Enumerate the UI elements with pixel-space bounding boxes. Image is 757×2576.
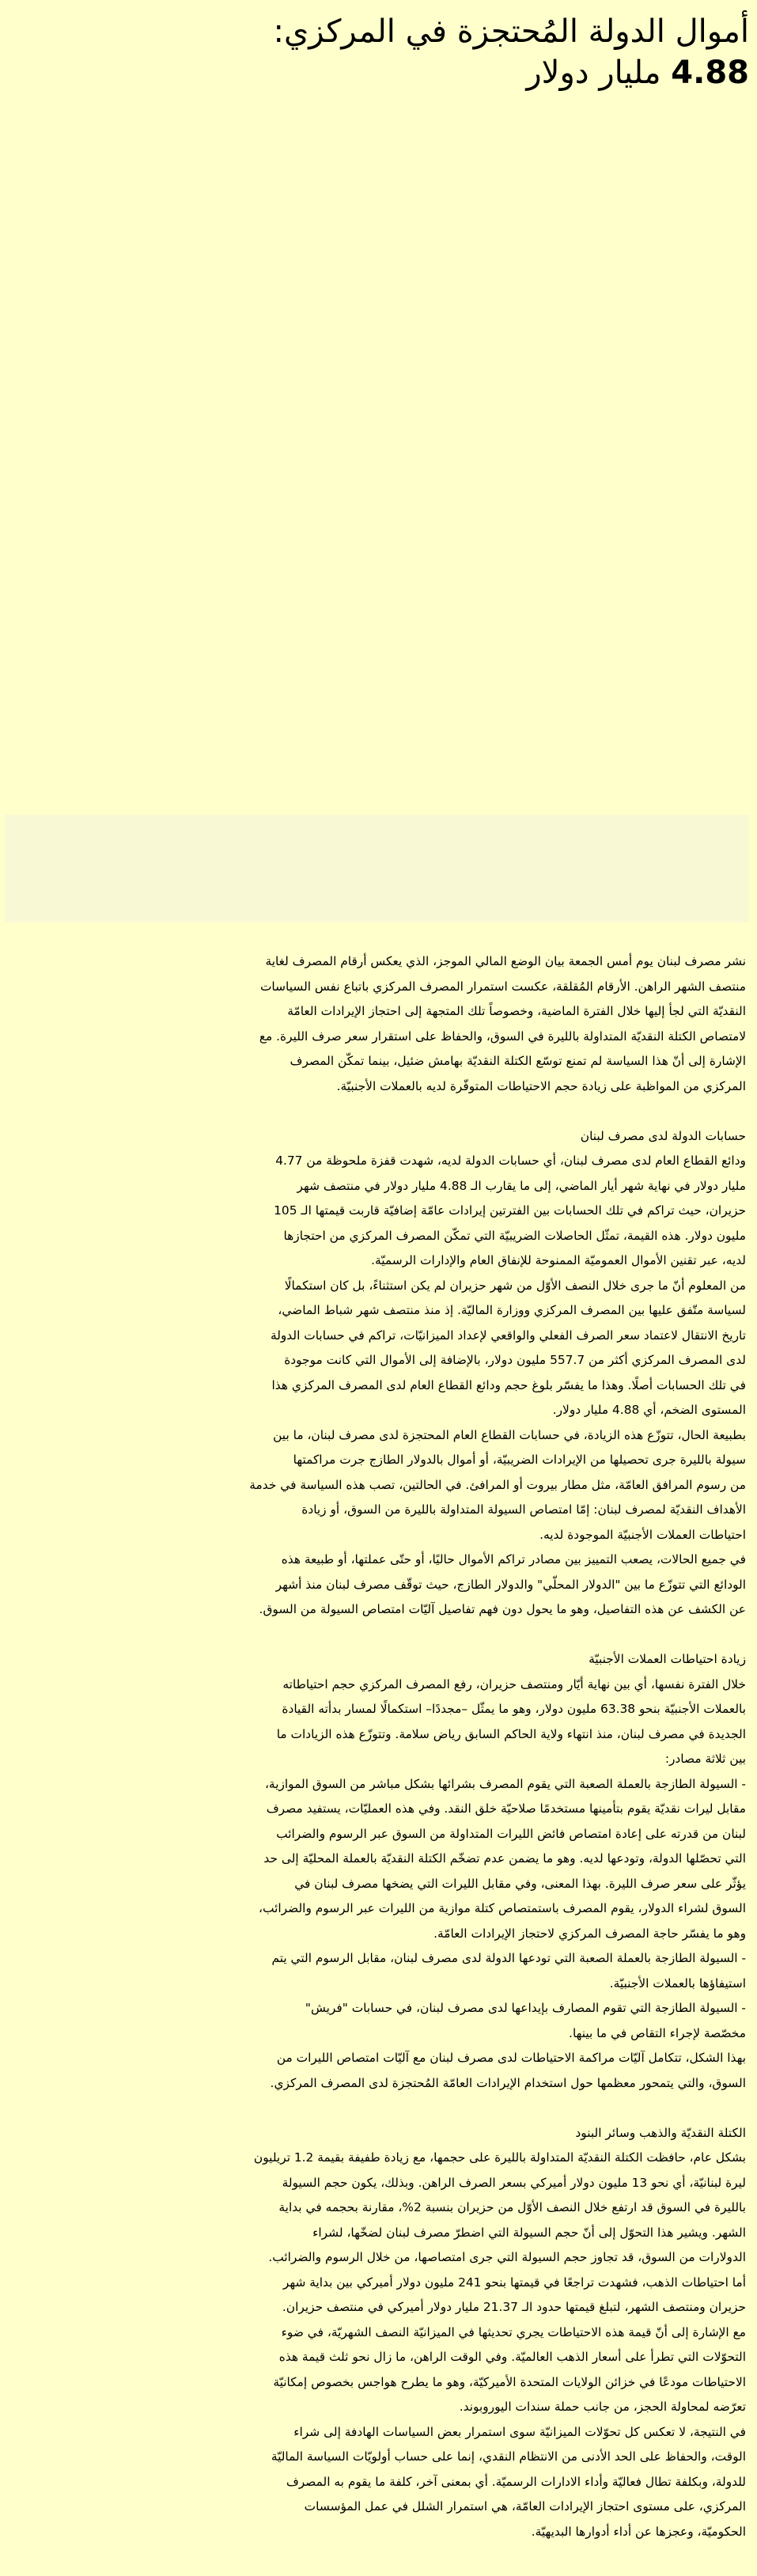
body-line: من المعلوم أنّ ما جرى خلال النصف الأوّل من شهر حزيران لم يكن استثناءً، بل كان استكمالًا [284,1278,746,1293]
body-line: حزيران، حيث تراكم في تلك الحسابات بين الفترتين إيرادات عامّة إضافيّة قاربت قيمتها الـ 105 [274,1203,746,1218]
intro-line: نشر مصرف لبنان يوم أمس الجمعة بيان الوضع المالي الموجز، الذي يعكس أرقام المصرف لغاية [265,954,746,968]
section-reserves [5,1673,746,2097]
body-line: - السيولة الطازجة بالعملة الصعبة التي تودعها الدولة لدى مصرف لبنان، مقابل الرسوم التي يتم [271,1951,746,1965]
body-line: التحوّلات التي تطرأ على أسعار الذهب العالميّة. وفي الوقت الراهن، ما زال نحو ثلث قيمة هذه [278,2350,746,2364]
body-line: الدولارات من السوق، قد تجاوز حجم السيولة التي جرى امتصاصها، من خلال الرسوم والضرائب. [268,2250,746,2264]
section-money-supply-gold [5,2146,746,2544]
body-line: استيفاؤها بالعملات الأجنبيّة. [609,1976,746,1991]
body-line: بين ثلاثة مصادر: [664,1752,746,1766]
body-line: - السيولة الطازجة التي تقوم المصارف بإيداعها لدى مصرف لبنان، في حسابات "فريش" [305,2001,746,2015]
amount-number: 4.88 [671,55,749,91]
body-line: بشكل عام، حافظت الكتلة النقديّة المتداولة بالليرة على حجمها، مع زيادة طفيفة بقيمة 1.2 تريليون [253,2150,746,2165]
body-line: في جميع الحالات، يصعب التمييز بين مصادر تراكم الأموال حاليًا، أو حتّى عملتها، أو طبيعة هذه [281,1552,746,1566]
intro-paragraph [5,949,746,1099]
body-line: وهو ما يفسّر حاجة المصرف المركزي لاحتجاز الإيرادات العامّة. [433,1926,746,1941]
body-line: المستوى الضخم، أي 4.88 مليار دولار. [552,1403,746,1417]
amount-unit: مليار دولار [526,55,661,91]
body-line: ليرة لبنانيّة، أي نحو 13 مليون دولار أميركي بسعر الصرف الراهن. وبذلك، يكون حجم السيولة [282,2175,746,2190]
body-line: الأهداف النقديّة لمصرف لبنان: إمّا امتصاص السيولة المتداولة بالليرة من السوق، أو زيادة [301,1502,746,1517]
body-line: مخصّصة لإجراء التقاص في ما بينها. [569,2025,746,2040]
article-body [5,949,749,2544]
body-line: حزيران ومنتصف الشهر، لتبلغ قيمتها حدود الـ 21.37 مليار دولار أميركي في منتصف حزيران. [282,2300,746,2314]
body-line: لسياسة متّفق عليها بين المصرف المركزي ووزارة الماليّة. إذ منذ منتصف شهر شباط الماضي، [278,1303,746,1317]
body-line: أما احتياطات الذهب، فشهدت تراجعًا في قيمتها بنحو 241 مليون دولار أميركي بين بداية شهر [282,2275,746,2290]
body-line: التي تحصّلها الدولة، وتودعها لديه. وهو ما يضمن عدم تضخّم الكتلة النقديّة بالعملة المحليّة إلى حد [263,1851,746,1866]
body-line: الاحتياطات مودعًا في خزائن الولايات المتحدة الأميركيّة، وهو ما يطرح هواجس بخصوص إمكانيّة [273,2374,746,2389]
body-line: تعرّضه لمحاولة الحجز، من جانب حملة سندات اليوروبوند. [459,2400,746,2414]
body-line: السوق، والتي يتمحور معظمها حول استخدام الإيرادات العامّة المُحتجزة لدى المصرف المركزي. [270,2075,746,2090]
body-line: الشهر. ويشير هذا التحوّل إلى أنّ حجم السيولة التي اضطرّ مصرف لبنان لضخّها، لشراء [312,2225,746,2240]
body-line: المركزي، على مستوى احتجاز الإيرادات العامّة، هي استمرار الشلل في عمل المؤسسات [304,2499,746,2513]
section-title-state-accounts: حسابات الدولة لدى مصرف لبنان [580,1128,746,1143]
body-line: بطبيعة الحال، تتوزّع هذه الزيادة، في حسابات القطاع العام المحتجزة لدى مصرف لبنان، ما بين [273,1427,746,1442]
intro-line: النقديّة التي لجأ إليها خلال الفترة الماضية، وخصوصاً تلك المتجهة إلى احتجاز الإيرادات العامّة [287,1004,746,1018]
blank-area-2 [5,922,749,949]
intro-line: المركزي من المواظبة على زيادة حجم الاحتياطات المتوفّرة لديه بالعملات الأجنبيّة. [336,1078,746,1093]
body-line: الودائع التي تتوزّع ما بين "الدولار المحلّي" والدولار الطازج، حيث توقّف مصرف لبنان منذ أشهر [275,1577,746,1592]
body-line: - السيولة الطازجة بالعملة الصعبة التي يقوم المصرف بشرائها بشكل مباشر من السوق الموازية، [264,1776,746,1791]
body-line: ودائع القطاع العام لدى مصرف لبنان، أي حسابات الدولة لديه، شهدت قفزة ملحوظة من 4.77 [275,1154,746,1168]
body-line: في تلك الحسابات أصلًا. وهذا ما يفسّر بلوغ حجم ودائع القطاع العام لدى المصرف المركزي هذا [271,1377,746,1392]
body-line: السوق لشراء الدولار، يقوم المصرف باستمتصاص كتلة موازية من الليرات عبر الرسوم والضرائب، [259,1901,746,1915]
body-line: في النتيجة، لا تعكس كل تحوّلات الميزانيّة سوى استمرار بعض السياسات الهادفة إلى شراء [293,2424,746,2439]
body-line: سيولة بالليرة جرى تحصيلها من الإيرادات الضريبيّة، أو أموال بالدولار الطازج جرت مراكمتها [293,1453,746,1467]
body-line: تاريخ الانتقال لاعتماد سعر الصرف الفعلي والواقعي لإعداد الميزانيّات، تراكم في حسابات الدولة [270,1328,746,1343]
body-line: مع الإشارة إلى أنّ قيمة هذه الاحتياطات يجري تحديثها في الميزانيّة النصف الشهريّة، في ضوء [281,2324,746,2339]
headline-amount [5,52,749,93]
body-line: يؤثّر على سعر صرف الليرة. بهذا المعنى، وفي مقابل الليرات التي يضخها مصرف لبنان في [294,1876,746,1891]
body-line: مليار دولار في نهاية شهر أيار الماضي، إلى ما يقارب الـ 4.88 مليار دولار في منتصف شهر [297,1178,746,1193]
body-line: خلال الفترة نفسها، أي بين نهاية أيّار ومنتصف حزيران، رفع المصرف المركزي حجم احتياطاته [282,1676,746,1691]
body-line: عن الكشف عن هذه التفاصيل، وهو ما يحول دون فهم تفاصيل آليّات امتصاص السيولة من السوق. [259,1602,746,1616]
body-line: لدى المصرف المركزي أكثر من 557.7 مليون دولار، بالإضافة إلى الأموال التي كانت موجودة [284,1353,746,1367]
body-line: مقابل ليرات نقديّة يقوم بتأمينها مستخدمًا صلاحيّة خلق النقد. وفي هذه العمليّات، يستفيد مصرف [266,1801,746,1816]
body-line: الوقت، والحفاظ على الحد الأدنى من الانتظام النقدي، إنما على حساب أولويّات السياسة الماليّة [271,2449,746,2464]
body-line: لبنان من قدرته على إعادة امتصاص فائض الليرات المتداولة من السوق عبر الرسوم والضرائب [276,1826,746,1841]
body-line: بهذا الشكل، تتكامل آليّات مراكمة الاحتياطات لدى مصرف لبنان مع آليّات امتصاص الليرات من [276,2051,746,2065]
body-line: للدولة، وبكلفة تطال فعاليّة وأداء الادارات الرسميّة. أي بمعنى آخر، كلفة ما يقوم به المصرف [286,2474,746,2489]
body-line: الجديدة في مصرف لبنان، منذ انتهاء ولاية الحاكم السابق رياض سلامة. وتتوزّع هذه الزيادات ما [276,1726,746,1741]
blank-area [5,93,749,815]
body-line: بالليرة في السوق قد ارتفع خلال النصف الأوّل من حزيران بنسبة 2%، مقارنة بحجمه في بداية [278,2200,746,2214]
intro-line: الإشارة إلى أنّ هذا السياسة لم تمنع توسّع الكتلة النقديّة بهامش ضئيل، بينما تمكّن المصرف [290,1054,746,1068]
section-title-money-supply-gold: الكتلة النقديّة والذهب وسائر البنود [575,2125,746,2140]
body-line: لديه، عبر تقنين الأموال العموميّة الممنوحة للإنفاق العام والإدارات الرسميّة. [371,1253,746,1267]
ad-placeholder [5,815,749,922]
body-line: بالعملات الأجنبيّة بنحو 63.38 مليون دولار، وهو ما يمثّل –مجددًا– استكمالًا لمسار بدأته القيادة [282,1702,746,1716]
intro-line: منتصف الشهر الراهن. الأرقام المُقلقة، عكست استمرار المصرف المركزي باتباع نفس السياسات [259,979,746,994]
body-line: احتياطات العملات الأجنبيّة الموجودة لديه. [539,1527,746,1542]
section-title-reserves: زيادة احتياطات العملات الأجنبيّة [589,1652,746,1666]
body-line: مليون دولار. هذه القيمة، تمثّل الحاصلات الضريبيّة التي تمكّن المصرف المركزي من احتجازها [283,1228,746,1243]
body-line: من رسوم المرافق العامّة، مثل مطار بيروت أو المرافئ. في الحالتين، تصب هذه السياسة في خدمة [249,1477,746,1492]
intro-line: لامتصاص الكتلة النقديّة المتداولة بالليرة في السوق، والحفاظ على استقرار سعر صرف الليرة. مع [259,1029,746,1044]
body-line: الحكوميّة، وعجزها عن أداء أدوارها البديهيّة. [531,2524,746,2539]
page-headline: أموال الدولة المُحتجزة في المركزي: [273,13,749,50]
section-state-accounts [5,1149,746,1623]
